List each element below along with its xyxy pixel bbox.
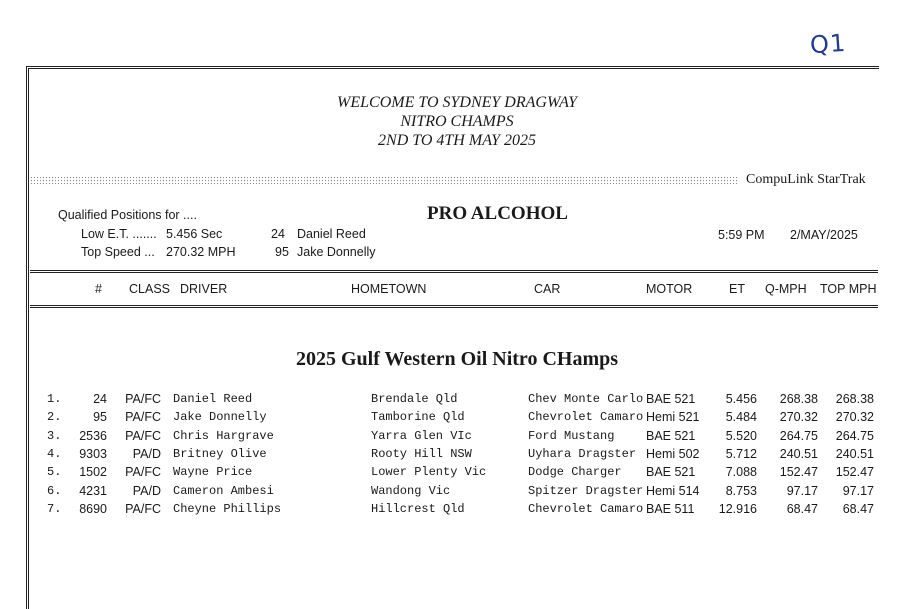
row-hometown: Lower Plenty Vic	[371, 465, 487, 480]
top-speed-driver: Jake Donnelly	[297, 245, 376, 259]
header-rule-bottom	[30, 305, 878, 308]
header-line-2: NITRO CHAMPS	[400, 113, 514, 130]
table-row	[0, 429, 914, 447]
row-top-mph: 270.32	[835, 410, 874, 425]
row-car: Spitzer Dragster	[528, 483, 644, 498]
row-driver: Wayne Price	[173, 465, 253, 480]
header-line-1: WELCOME TO SYDNEY DRAGWAY	[337, 94, 577, 111]
row-car-number: 8690	[79, 501, 107, 516]
low-et-driver: Daniel Reed	[297, 227, 366, 241]
row-motor: Hemi 514	[646, 483, 700, 498]
row-qmph: 97.17	[786, 483, 818, 498]
table-row	[0, 502, 914, 520]
col-driver: DRIVER	[180, 282, 228, 296]
row-position: 7.	[47, 501, 62, 516]
row-driver: Britney Olive	[173, 446, 267, 461]
row-hometown: Brendale Qld	[371, 392, 458, 406]
row-motor: BAE 511	[646, 501, 695, 516]
row-top-mph: 240.51	[835, 446, 874, 461]
low-et-car: 24	[271, 227, 285, 241]
col-motor: MOTOR	[646, 282, 693, 296]
row-motor: Hemi 521	[646, 410, 700, 425]
top-speed-car: 95	[275, 245, 289, 259]
row-et: 8.753	[725, 483, 757, 498]
row-et: 5.484	[725, 410, 757, 425]
row-hometown: Hillcrest Qld	[371, 501, 465, 516]
report-time: 5:59 PM	[718, 228, 765, 242]
row-car-number: 9303	[79, 446, 107, 461]
row-qmph: 268.38	[779, 392, 818, 406]
top-speed-label: Top Speed ...	[81, 245, 155, 259]
row-qmph: 68.47	[786, 501, 818, 516]
header-line-3: 2ND TO 4TH MAY 2025	[378, 132, 536, 149]
row-car: Uyhara Dragster	[528, 446, 637, 461]
row-motor: BAE 521	[646, 428, 696, 443]
row-et: 5.712	[725, 446, 757, 461]
row-top-mph: 97.17	[842, 483, 874, 498]
class-title: PRO ALCOHOL	[427, 203, 568, 224]
handwritten-mark: Q1	[809, 28, 848, 60]
table-row	[0, 447, 914, 465]
col-hometown: HOMETOWN	[351, 282, 427, 296]
row-position: 2.	[47, 410, 62, 425]
row-motor: BAE 521	[646, 392, 696, 406]
row-class: PA/FC	[125, 465, 161, 480]
row-driver: Chris Hargrave	[173, 428, 274, 443]
row-et: 5.520	[725, 428, 757, 443]
row-car: Chev Monte Carlo	[528, 392, 644, 406]
row-position: 4.	[47, 446, 62, 461]
row-car-number: 24	[93, 392, 107, 406]
col-car: CAR	[534, 282, 561, 296]
row-top-mph: 264.75	[835, 428, 874, 443]
row-hometown: Yarra Glen VIc	[371, 428, 472, 443]
row-et: 12.916	[718, 501, 757, 516]
row-class: PA/FC	[125, 428, 161, 443]
row-motor: Hemi 502	[646, 446, 700, 461]
row-qmph: 270.32	[779, 410, 818, 425]
event-title: 2025 Gulf Western Oil Nitro CHamps	[295, 348, 619, 370]
table-row	[0, 484, 914, 502]
row-car-number: 1502	[79, 465, 107, 480]
table-row	[0, 465, 914, 483]
row-class: PA/FC	[125, 392, 161, 406]
row-driver: Cameron Ambesi	[173, 483, 274, 498]
table-row	[0, 392, 914, 410]
row-hometown: Wandong Vic	[371, 483, 451, 498]
row-class: PA/D	[132, 446, 161, 461]
dotted-separator	[30, 176, 738, 185]
col-qmph: Q-MPH	[765, 282, 807, 296]
row-driver: Cheyne Phillips	[173, 501, 282, 516]
row-car-number: 95	[93, 410, 107, 425]
row-qmph: 264.75	[779, 428, 818, 443]
report-date: 2/MAY/2025	[790, 228, 858, 242]
low-et-value: 5.456 Sec	[166, 227, 223, 241]
row-car-number: 2536	[79, 428, 107, 443]
row-car-number: 4231	[79, 483, 107, 498]
row-car: Chevrolet Camaro	[528, 501, 644, 516]
table-row	[0, 410, 914, 428]
row-class: PA/FC	[125, 501, 161, 516]
col-topmph: TOP MPH	[820, 282, 877, 296]
row-driver: Daniel Reed	[173, 392, 253, 406]
header-rule-top	[30, 270, 878, 273]
top-speed-value: 270.32 MPH	[166, 245, 236, 259]
row-qmph: 152.47	[779, 465, 818, 480]
row-hometown: Rooty Hill NSW	[371, 446, 472, 461]
timing-system-label: CompuLink StarTrak	[746, 172, 866, 187]
row-car: Chevrolet Camaro	[528, 410, 644, 425]
row-position: 3.	[47, 428, 62, 443]
low-et-label: Low E.T. .......	[81, 227, 157, 241]
col-et: ET	[729, 282, 745, 296]
row-qmph: 240.51	[779, 446, 818, 461]
row-et: 5.456	[725, 392, 757, 406]
row-position: 5.	[47, 465, 62, 480]
col-class: CLASS	[129, 282, 170, 296]
qualified-label: Qualified Positions for ....	[58, 208, 197, 222]
row-class: PA/D	[132, 483, 161, 498]
row-driver: Jake Donnelly	[173, 410, 267, 425]
row-hometown: Tamborine Qld	[371, 410, 465, 425]
row-position: 6.	[47, 483, 62, 498]
row-top-mph: 68.47	[842, 501, 874, 516]
row-top-mph: 152.47	[835, 465, 874, 480]
row-motor: BAE 521	[646, 465, 696, 480]
row-class: PA/FC	[125, 410, 161, 425]
row-car: Ford Mustang	[528, 428, 615, 443]
row-et: 7.088	[725, 465, 757, 480]
row-top-mph: 268.38	[835, 392, 874, 406]
col-num: #	[95, 282, 102, 296]
row-position: 1.	[47, 392, 62, 406]
row-car: Dodge Charger	[528, 465, 622, 480]
